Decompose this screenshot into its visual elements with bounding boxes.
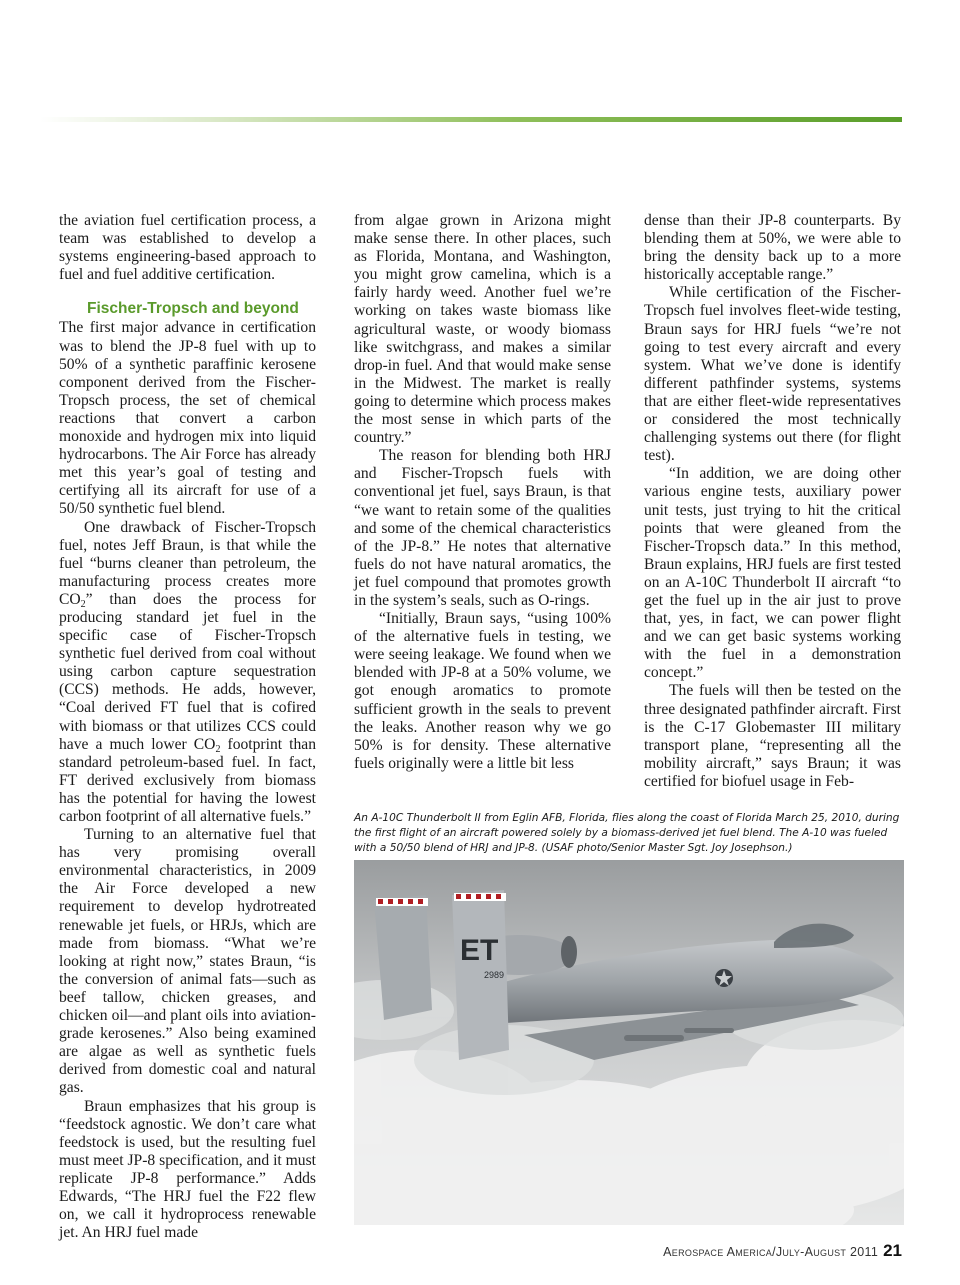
page-footer	[663, 1241, 902, 1261]
column-1	[59, 212, 316, 1242]
column-3	[644, 212, 901, 791]
paragraph: The fuels will then be tested on the three designated pathfinder aircraft. First is the C-17 Globemaster III military transport plane, “representing all the mobility aircraft,” says Braun; it was certified for biofuel usage in Feb-	[644, 682, 901, 790]
figure-caption: An A-10C Thunderbolt II from Eglin AFB, Florida, flies along the coast of Florida March 25, 2010, during the first flight of an aircraft powered solely by a biomass-derived jet fuel blend. The A-10 was fueled with a 50/50 blend of HRJ and JP-8. (USAF photo/Senior Master Sgt. Joy Josephson.)	[354, 812, 900, 854]
header-rule	[40, 117, 902, 122]
paragraph: “Initially, Braun says, “using 100% of the alternative fuels in testing, we were seeing leakage. We found when we blended with JP-8 at a 50% volume, we got enough aromatics to promote sufficient growth in the seals to prevent the leaks. Another reason why we go 50% is for density. These alternative fuels originally were a little bit less	[354, 610, 611, 772]
subscript: 2	[80, 598, 86, 610]
section-heading: Fischer-Tropsch and beyond	[87, 300, 299, 318]
paragraph	[59, 519, 316, 827]
publication-name: Aerospace America/July-August 2011	[663, 1245, 879, 1259]
paragraph: dense than their JP-8 counterparts. By blending them at 50%, we were able to bring the density back up to a more historically acceptable range.”	[644, 212, 901, 284]
paragraph: The reason for blending both HRJ and Fischer-Tropsch fuels with conventional jet fuel, says Braun, is that “we want to retain some of the qualities and some of the chemical characteristics of the JP-8.” He notes that alternative fuels do not have natural aromatics, the jet fuel compound that promotes growth in the system’s seals, such as O-rings.	[354, 447, 611, 609]
paragraph: from algae grown in Arizona might make sense there. In other places, such as Florida, Montana, and Washington, you might grow camelina, which is a fairly hardy weed. Another fuel we’re working on takes waste biomass like agricultural waste, or woody biomass like switchgrass, and makes a similar drop-in fuel. And that would make sense in the Midwest. The market is really going to determine which process makes the most sense in which parts of the country.”	[354, 212, 611, 447]
text-run: ” than does the process for producing standard jet fuel in the specific case of Fischer-Tropsch synthetic fuel derived from coal without using carbon capture sequestration (CCS) methods. He adds, however, “Coal derived FT fuel that is cofired with biomass or that utilizes CCS could have a much lower CO	[59, 590, 316, 753]
paragraph: the aviation fuel certification process, a team was established to develop a systems engineering-based approach to fuel and fuel additive certification.	[59, 212, 316, 284]
paragraph: While certification of the Fischer-Tropsch fuel involves fleet-wide testing, Braun says for HRJ fuels “we’re not going to test every aircraft and every system. What we’ve done is identify different pathfinder systems, systems that are either fleet-wide representatives or considered the most technically challenging systems out there (for flight test).	[644, 284, 901, 465]
page-number: 21	[883, 1241, 902, 1260]
paragraph: The first major advance in certification was to blend the JP-8 fuel with up to 50% of a synthetic paraffinic kerosene component derived from the Fischer-Tropsch process, the set of chemical reactions that convert a carbon monoxide and hydrogen mix into liquid hydrocarbons. The Air Force has already met this year’s goal of testing and certifying all its aircraft for use of a 50/50 synthetic fuel blend.	[59, 319, 316, 518]
text-run: footprint than standard petroleum-based fuel. In fact, FT derived exclusively from biomass has the potential for having the lowest carbon footprint of all alternative fuels.”	[59, 735, 317, 825]
paragraph: Braun emphasizes that his group is “feedstock agnostic. We don’t care what feedstock is used, but the resulting fuel must meet JP-8 specification, and it must replicate JP-8 performance.” Adds Edwards, “The HRJ fuel the F22 flew on, we call it hydroprocess renewable jet. An HRJ fuel made	[59, 1097, 316, 1242]
paragraph: Turning to an alternative fuel that has very promising overall environmental characteristics, in 2009 the Air Force developed a new requirement to develop hydrotreated renewable jet fuels, or HRJs, which are made from biomass. “What we’re looking at right now,” states Braun, “is the conversion of animal fats—such as beef tallow, chicken greases, and chicken oil—and plant oils into aviation-grade kerosenes.” Also being examined are algae as well as synthetic fuels derived from domestic coal and natural gas.	[59, 826, 316, 1097]
tail-code: ET	[460, 934, 499, 967]
paragraph: “In addition, we are doing other various engine tests, auxiliary power unit tests, just trying to hit the critical points that were gleaned from the Fischer-Tropsch data.” In this method, Braun explains, HRJ fuels are first tested on an A-10C Thunderbolt II aircraft “to get the fuel up in the air just to prove that, yes, in fact, we can power flight and we can get basic systems working with the fuel in a demonstration concept.”	[644, 465, 901, 682]
aircraft-illustration	[354, 860, 904, 1225]
aircraft-photo	[354, 860, 904, 1225]
column-2	[354, 212, 611, 773]
text-run: One drawback of Fischer-Tropsch fuel, notes Jeff Braun, is that while the fuel “burns cleaner than petroleum, the manufacturing process creates more CO	[59, 518, 316, 608]
subscript: 2	[215, 743, 221, 755]
tail-serial: 2989	[484, 970, 505, 980]
